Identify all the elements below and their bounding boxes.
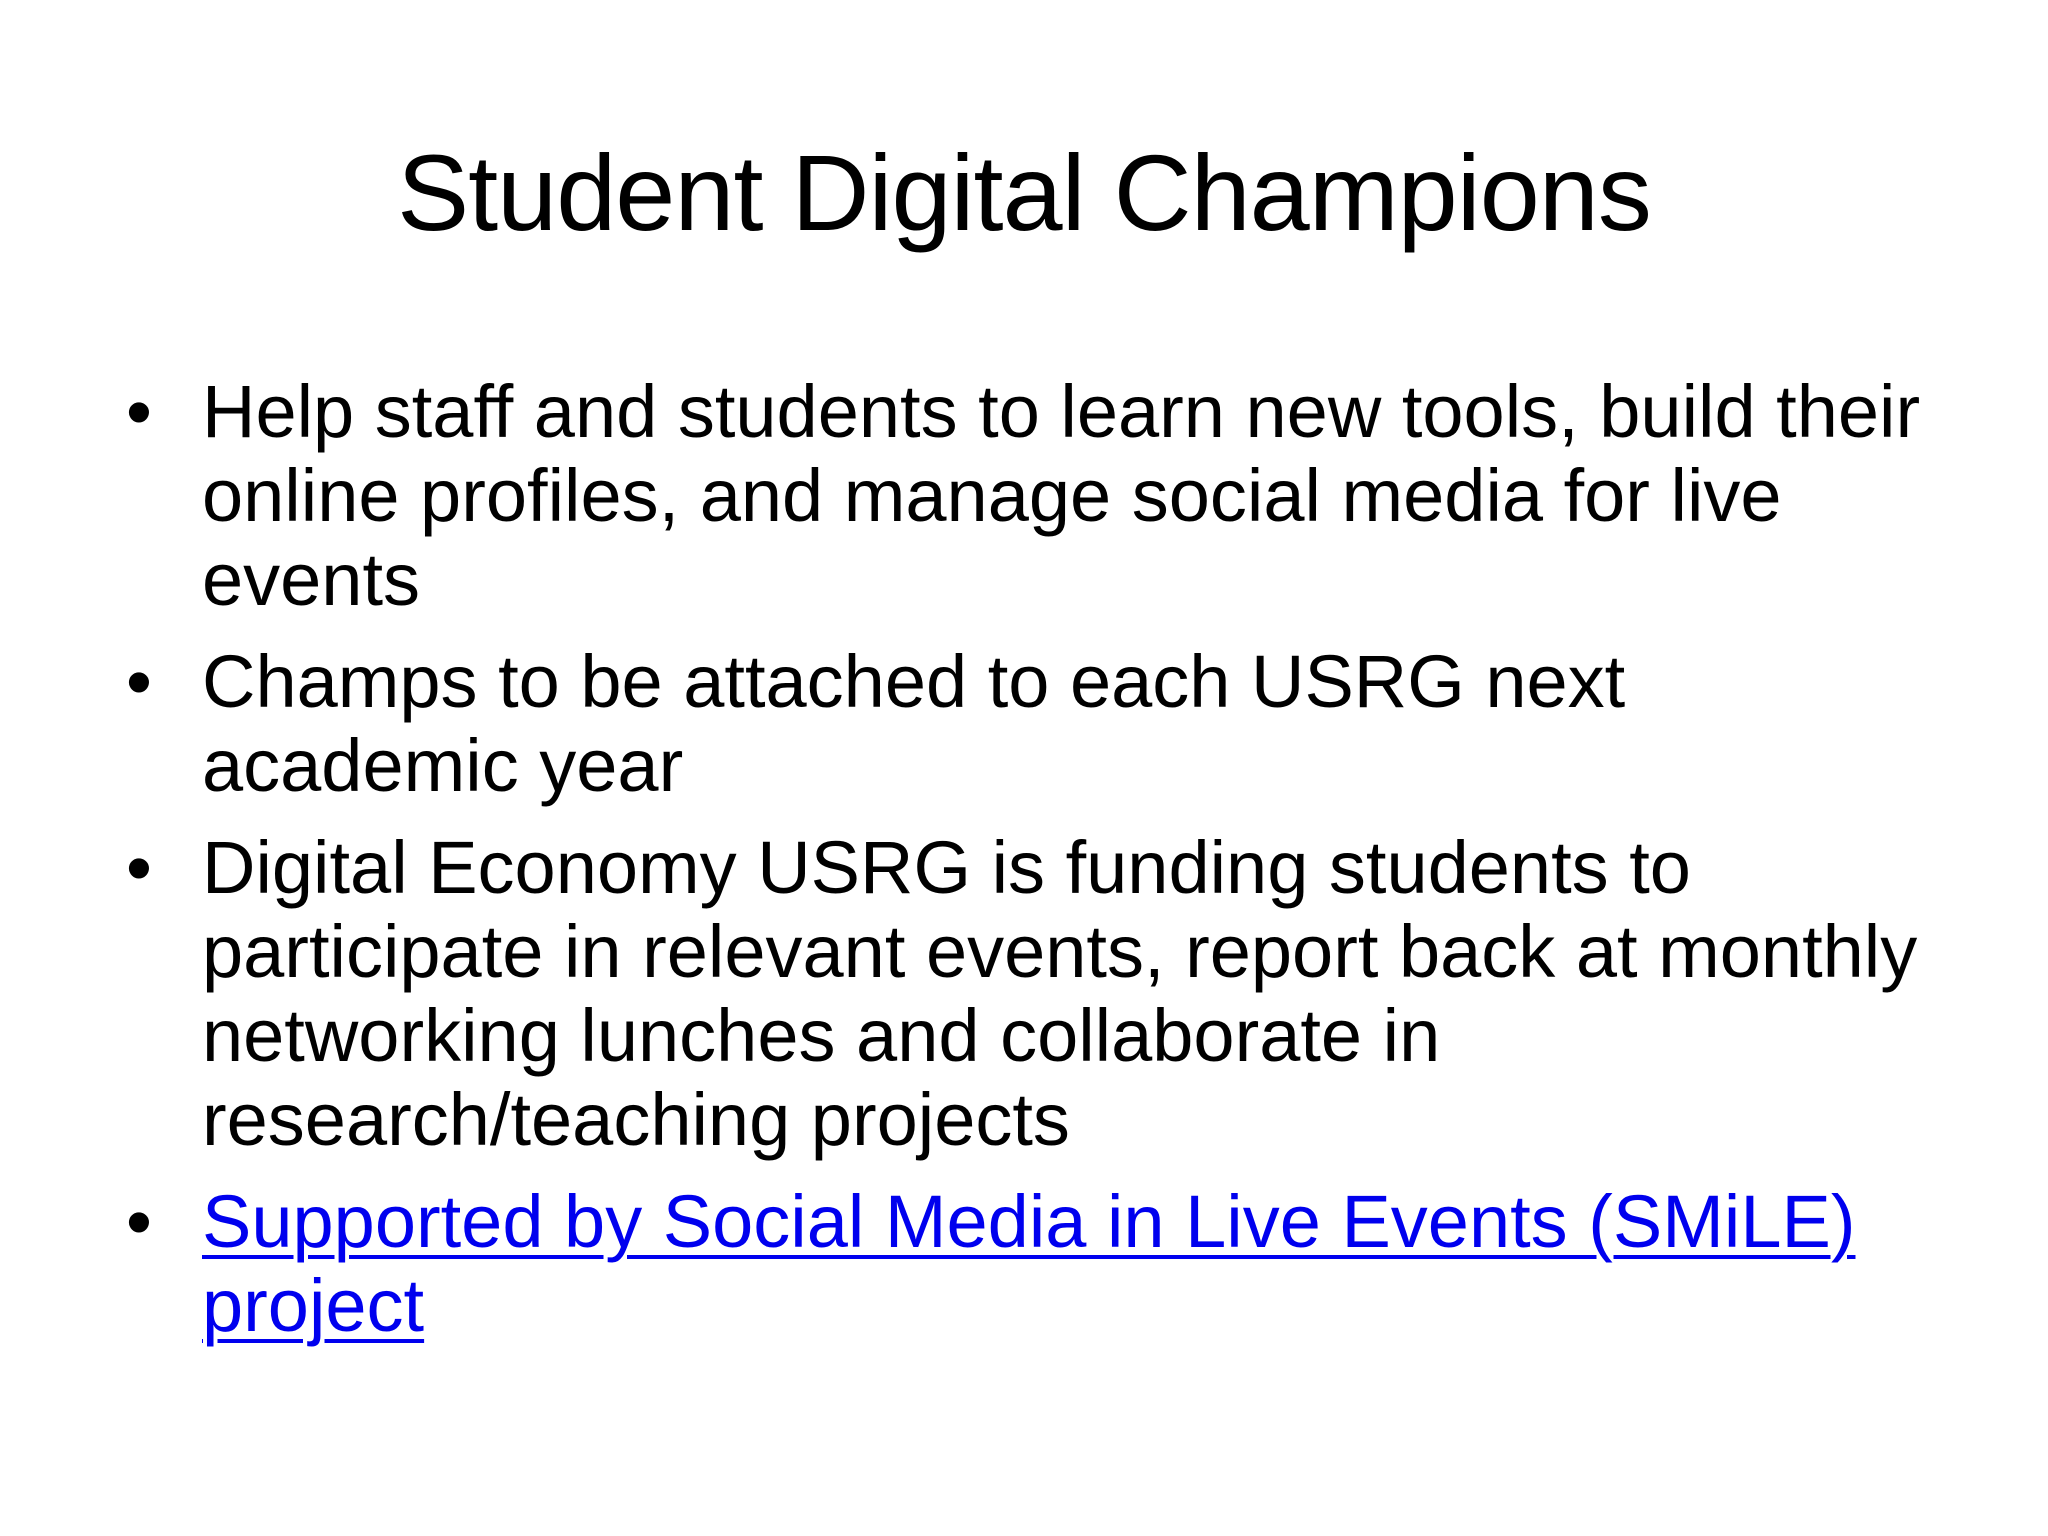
bullet-icon: •: [126, 640, 152, 723]
smile-project-link[interactable]: Supported by Social Media in Live Events (SMiLE) project: [202, 1180, 1856, 1347]
bullet-icon: •: [126, 370, 152, 453]
bullet-icon: •: [126, 826, 152, 909]
slide-title: Student Digital Champions: [397, 132, 1651, 253]
bullet-list: [120, 370, 1950, 1366]
bullet-item-champs-usrg: [120, 640, 1950, 808]
bullet-text: Digital Economy USRG is funding students to participate in relevant events, report back at monthly networking lunches and collaborate in research/teaching projects: [202, 826, 1918, 1161]
bullet-item-smile-project: [120, 1180, 1950, 1348]
bullet-text: Help staff and students to learn new tools, build their online profiles, and manage social media for live events: [202, 370, 1921, 621]
bullet-icon: •: [126, 1180, 152, 1263]
bullet-item-learn-tools: [120, 370, 1950, 622]
bullet-text: Champs to be attached to each USRG next academic year: [202, 640, 1626, 807]
bullet-text: [202, 1180, 1950, 1348]
bullet-item-digital-economy: [120, 826, 1950, 1162]
